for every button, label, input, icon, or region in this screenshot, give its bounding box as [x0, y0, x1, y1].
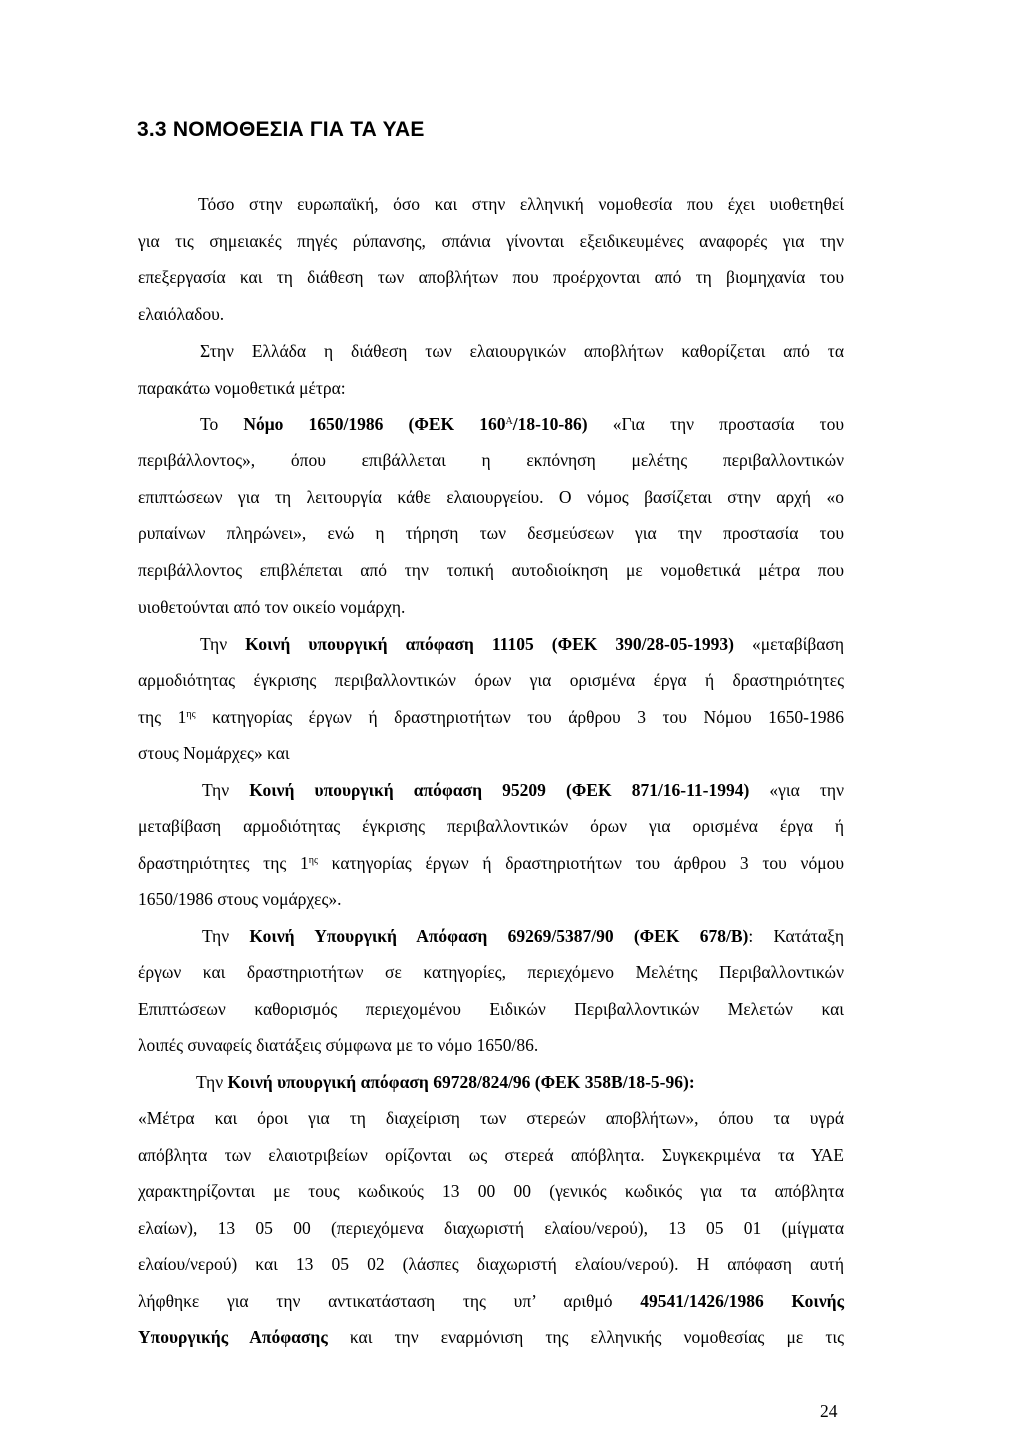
- kya-95209-line-3: [138, 852, 844, 874]
- kya-11105-reference: Κοινή υπουργική απόφαση 11105 (ΦΕΚ 390/28-05-1993): [245, 634, 734, 654]
- kya-95209-prefix: Την: [202, 780, 250, 800]
- law-1650-line-3: επιπτώσεων για τη λειτουργία κάθε ελαιουργείου. Ο νόμος βασίζεται στην αρχή «ο: [138, 487, 844, 507]
- kya-69728-prefix: Την: [196, 1072, 228, 1092]
- kya-69269-line-2: έργων και δραστηριοτήτων σε κατηγορίες, περιεχόμενο Μελέτης Περιβαλλοντικών: [138, 962, 844, 982]
- kya-95209-line-1: [202, 779, 844, 801]
- kya-11105-line-1: [200, 633, 844, 655]
- kya-11105-line-3-prefix: της 1: [138, 707, 187, 727]
- kya-95209-line-3-prefix: δραστηριότητες της 1: [138, 853, 309, 873]
- paragraph-1-line-3: επεξεργασία και τη διάθεση των αποβλήτων που προέρχονται από τη βιομηχανία του: [138, 267, 844, 287]
- kya-69269-line-3: Επιπτώσεων καθορισμός περιεχομένου Ειδικών Περιβαλλοντικών Μελετών και: [138, 999, 844, 1019]
- kya-95209-line-2: μεταβίβαση αρμοδιότητας έγκρισης περιβαλλοντικών όρων για ορισμένα έργα ή: [138, 816, 844, 836]
- paragraph-1-line-1: Τόσο στην ευρωπαϊκή, όσο και στην ελληνική νομοθεσία που έχει υιοθετηθεί: [198, 194, 844, 214]
- page-number: 24: [820, 1401, 838, 1421]
- kya-69269-reference: Κοινή Υπουργική Απόφαση 69269/5387/90 (ΦΕΚ 678/Β): [249, 926, 749, 946]
- kya-69728-line-2: «Μέτρα και όροι για τη διαχείριση των στερεών αποβλήτων», όπου τα υγρά: [138, 1108, 844, 1128]
- kya-69728-line-6: ελαίου/νερού) και 13 05 02 (λάσπες διαχωριστή ελαίου/νερού). Η απόφαση αυτή: [138, 1254, 844, 1274]
- law-1650-line-2: περιβάλλοντος», όπου επιβάλλεται η εκπόνηση μελέτης περιβαλλοντικών: [138, 450, 844, 470]
- kya-11105-prefix: Την: [200, 634, 246, 654]
- kya-69269-prefix: Την: [202, 926, 250, 946]
- kya-49541-reference: 49541/1426/1986 Κοινής: [640, 1291, 844, 1311]
- paragraph-1-line-4: ελαιόλαδου.: [138, 304, 225, 324]
- kya-69728-line-3: απόβλητα των ελαιοτριβείων ορίζονται ως στερεά απόβλητα. Συγκεκριμένα τα ΥΑΕ: [138, 1145, 844, 1165]
- kya-95209-line-3-rest: κατηγορίας έργων ή δραστηριοτήτων του άρθρου 3 του νόμου: [317, 853, 845, 873]
- kya-11105-line-3: [138, 706, 844, 728]
- kya-95209-reference: Κοινή υπουργική απόφαση 95209 (ΦΕΚ 871/16-11-1994): [249, 780, 750, 800]
- kya-11105-title-start: «μεταβίβαση: [734, 634, 844, 654]
- kya-69269-line-1: [202, 925, 844, 947]
- law-1650-line-6: υιοθετούνται από τον οικείο νομάρχη.: [138, 597, 406, 617]
- kya-69728-line-5: ελαίων), 13 05 00 (περιεχόμενα διαχωριστή ελαίου/νερού), 13 05 01 (μίγματα: [138, 1218, 844, 1238]
- kya-11105-line-2: αρμοδιότητας έγκρισης περιβαλλοντικών όρων για ορισμένα έργα ή δραστηριότητες: [138, 670, 844, 690]
- law-1650-line-1: [200, 413, 844, 435]
- kya-69728-line-4: χαρακτηρίζονται με τους κωδικούς 13 00 00 (γενικός κωδικός για τα απόβλητα: [138, 1181, 844, 1201]
- paragraph-1-line-2: για τις σημειακές πηγές ρύπανσης, σπάνια γίνονται εξειδικευμένες αναφορές για την: [138, 231, 844, 251]
- kya-69269-line-4: λοιπές συναφείς διατάξεις σύμφωνα με το νόμο 1650/86.: [138, 1035, 539, 1055]
- kya-49541-reference-end: Υπουργικής Απόφασης: [138, 1327, 328, 1347]
- kya-11105-line-3-rest: κατηγορίας έργων ή δραστηριοτήτων του άρθρου 3 του Νόμου 1650-1986: [195, 707, 844, 727]
- kya-69728-line-7: [138, 1290, 844, 1312]
- kya-69728-line-7-text: λήφθηκε για την αντικατάσταση της υπ’ αριθμό: [138, 1291, 641, 1311]
- law-1650-title-start: «Για την προστασία του: [587, 414, 844, 434]
- kya-69728-line-1: [196, 1071, 844, 1093]
- kya-95209-line-4: 1650/1986 στους νομάρχες».: [138, 889, 342, 909]
- paragraph-2-line-1: Στην Ελλάδα η διάθεση των ελαιουργικών αποβλήτων καθορίζεται από τα: [200, 341, 844, 361]
- law-1650-line-4: ρυπαίνων πληρώνει», ενώ η τήρηση των δεσμεύσεων για την προστασία του: [138, 523, 844, 543]
- kya-69728-line-8: [138, 1326, 844, 1348]
- section-heading: 3.3 ΝΟΜΟΘΕΣΙΑ ΓΙΑ ΤΑ ΥΑΕ: [137, 118, 425, 141]
- kya-69728-reference: Κοινή υπουργική απόφαση 69728/824/96 (ΦΕΚ 358Β/18-5-96):: [227, 1072, 695, 1092]
- kya-11105-superscript: ης: [186, 709, 196, 720]
- kya-95209-superscript: ης: [308, 855, 318, 866]
- law-1650-superscript: Α: [505, 416, 513, 427]
- law-1650-date: /18-10-86): [512, 414, 588, 434]
- paragraph-2-line-2: παρακάτω νομοθετικά μέτρα:: [138, 378, 346, 398]
- kya-69269-title-start: : Κατάταξη: [748, 926, 844, 946]
- kya-95209-title-start: «για την: [749, 780, 844, 800]
- law-1650-prefix: Το: [200, 414, 244, 434]
- kya-69728-line-8-text: και την εναρμόνιση της ελληνικής νομοθεσίας με τις: [327, 1327, 844, 1347]
- law-1650-line-5: περιβάλλοντος επιβλέπεται από την τοπική αυτοδιοίκηση με νομοθετικά μέτρα που: [138, 560, 844, 580]
- law-1650-reference: Νόμο 1650/1986 (ΦΕΚ 160: [243, 414, 506, 434]
- kya-11105-line-4: στους Νομάρχες» και: [138, 743, 290, 763]
